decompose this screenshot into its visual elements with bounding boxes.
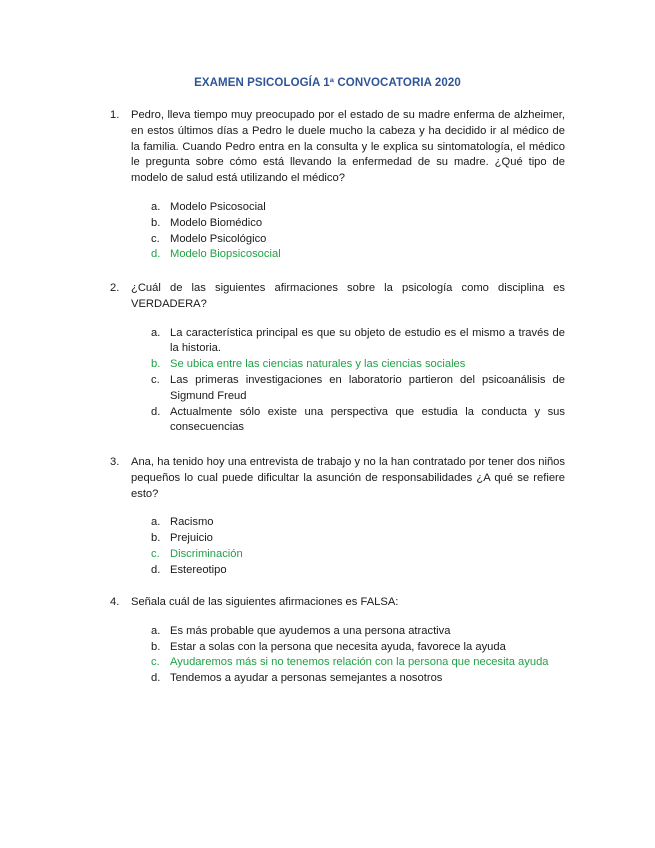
option-list bbox=[151, 515, 565, 578]
exam-title: EXAMEN PSICOLOGÍA 1ª CONVOCATORIA 2020 bbox=[194, 77, 461, 89]
option-letter: d. bbox=[151, 563, 161, 576]
question-number: 3. bbox=[110, 456, 120, 468]
question-number: 2. bbox=[110, 282, 120, 294]
option-text: Discriminación bbox=[170, 547, 243, 560]
option-text: Es más probable que ayudemos a una persona atractiva bbox=[170, 624, 451, 637]
option-letter: b. bbox=[151, 216, 161, 229]
option-letter: a. bbox=[151, 326, 161, 339]
option-text: Estar a solas con la persona que necesita ayuda, favorece la ayuda bbox=[170, 640, 506, 653]
question-text: Ana, ha tenido hoy una entrevista de trabajo y no la han contratado por tener dos niños pequeños lo cual puede dificultar la asunción de responsabilidades ¿A qué se refiere esto? bbox=[131, 456, 565, 500]
question-number: 4. bbox=[110, 596, 120, 608]
option-text: Modelo Biomédico bbox=[170, 216, 263, 229]
option-d bbox=[151, 563, 565, 579]
option-text: La característica principal es que su objeto de estudio es el mismo a través de la historia. bbox=[170, 326, 565, 355]
question-3 bbox=[110, 455, 565, 595]
option-letter: b. bbox=[151, 358, 161, 371]
question-number: 1. bbox=[110, 109, 120, 121]
option-list bbox=[151, 326, 565, 437]
option-b bbox=[151, 531, 565, 547]
option-letter: c. bbox=[151, 547, 160, 560]
option-letter: d. bbox=[151, 248, 161, 261]
question-4 bbox=[110, 595, 565, 703]
question-text: Pedro, lleva tiempo muy preocupado por el estado de su madre enferma de alzheimer, en estos últimos días a Pedro le duele mucho la cabeza y ha decidido ir al médico de la familia. Cuando Pedro entra en la consulta y le explica su sintomatología, el médico le pregunta sobre cómo está llevando la enfermedad de su madre. ¿Qué tipo de modelo de salud está utilizando el médico? bbox=[131, 109, 565, 185]
option-list bbox=[151, 200, 565, 263]
option-letter: b. bbox=[151, 640, 161, 653]
option-letter: a. bbox=[151, 624, 161, 637]
option-text: Modelo Biopsicosocial bbox=[170, 248, 281, 261]
option-d bbox=[151, 405, 565, 437]
option-b-correct bbox=[151, 357, 565, 373]
option-list bbox=[151, 624, 565, 687]
option-text: Tendemos a ayudar a personas semejantes a nosotros bbox=[170, 672, 443, 685]
question-text: Señala cuál de las siguientes afirmaciones es FALSA: bbox=[131, 596, 399, 608]
question-text: ¿Cuál de las siguientes afirmaciones sobre la psicología como disciplina es VERDADERA? bbox=[131, 282, 565, 310]
question-1 bbox=[110, 108, 565, 279]
option-letter: d. bbox=[151, 672, 161, 685]
option-letter: d. bbox=[151, 405, 161, 418]
question-2 bbox=[110, 281, 565, 452]
option-text: Modelo Psicosocial bbox=[170, 200, 266, 213]
option-letter: c. bbox=[151, 656, 160, 669]
option-c-correct bbox=[151, 655, 565, 671]
option-letter: a. bbox=[151, 516, 161, 529]
option-a bbox=[151, 624, 565, 640]
option-a bbox=[151, 515, 565, 531]
option-letter: c. bbox=[151, 373, 160, 386]
option-b bbox=[151, 216, 565, 232]
option-d bbox=[151, 671, 565, 687]
option-d-correct bbox=[151, 247, 565, 263]
option-a bbox=[151, 326, 565, 358]
option-text: Racismo bbox=[170, 516, 214, 529]
option-c bbox=[151, 232, 565, 248]
option-c-correct bbox=[151, 547, 565, 563]
option-text: Prejuicio bbox=[170, 532, 213, 545]
option-letter: b. bbox=[151, 532, 161, 545]
option-letter: a. bbox=[151, 200, 161, 213]
option-a bbox=[151, 200, 565, 216]
option-text: Ayudaremos más si no tenemos relación con la persona que necesita ayuda bbox=[170, 656, 549, 669]
option-text: Estereotipo bbox=[170, 563, 227, 576]
option-b bbox=[151, 640, 565, 656]
option-c bbox=[151, 373, 565, 405]
option-letter: c. bbox=[151, 232, 160, 245]
option-text: Actualmente sólo existe una perspectiva que estudia la conducta y sus consecuencias bbox=[170, 405, 565, 434]
option-text: Las primeras investigaciones en laboratorio partieron del psicoanálisis de Sigmund Freud bbox=[170, 373, 565, 402]
option-text: Se ubica entre las ciencias naturales y las ciencias sociales bbox=[170, 358, 466, 371]
option-text: Modelo Psicológico bbox=[170, 232, 267, 245]
